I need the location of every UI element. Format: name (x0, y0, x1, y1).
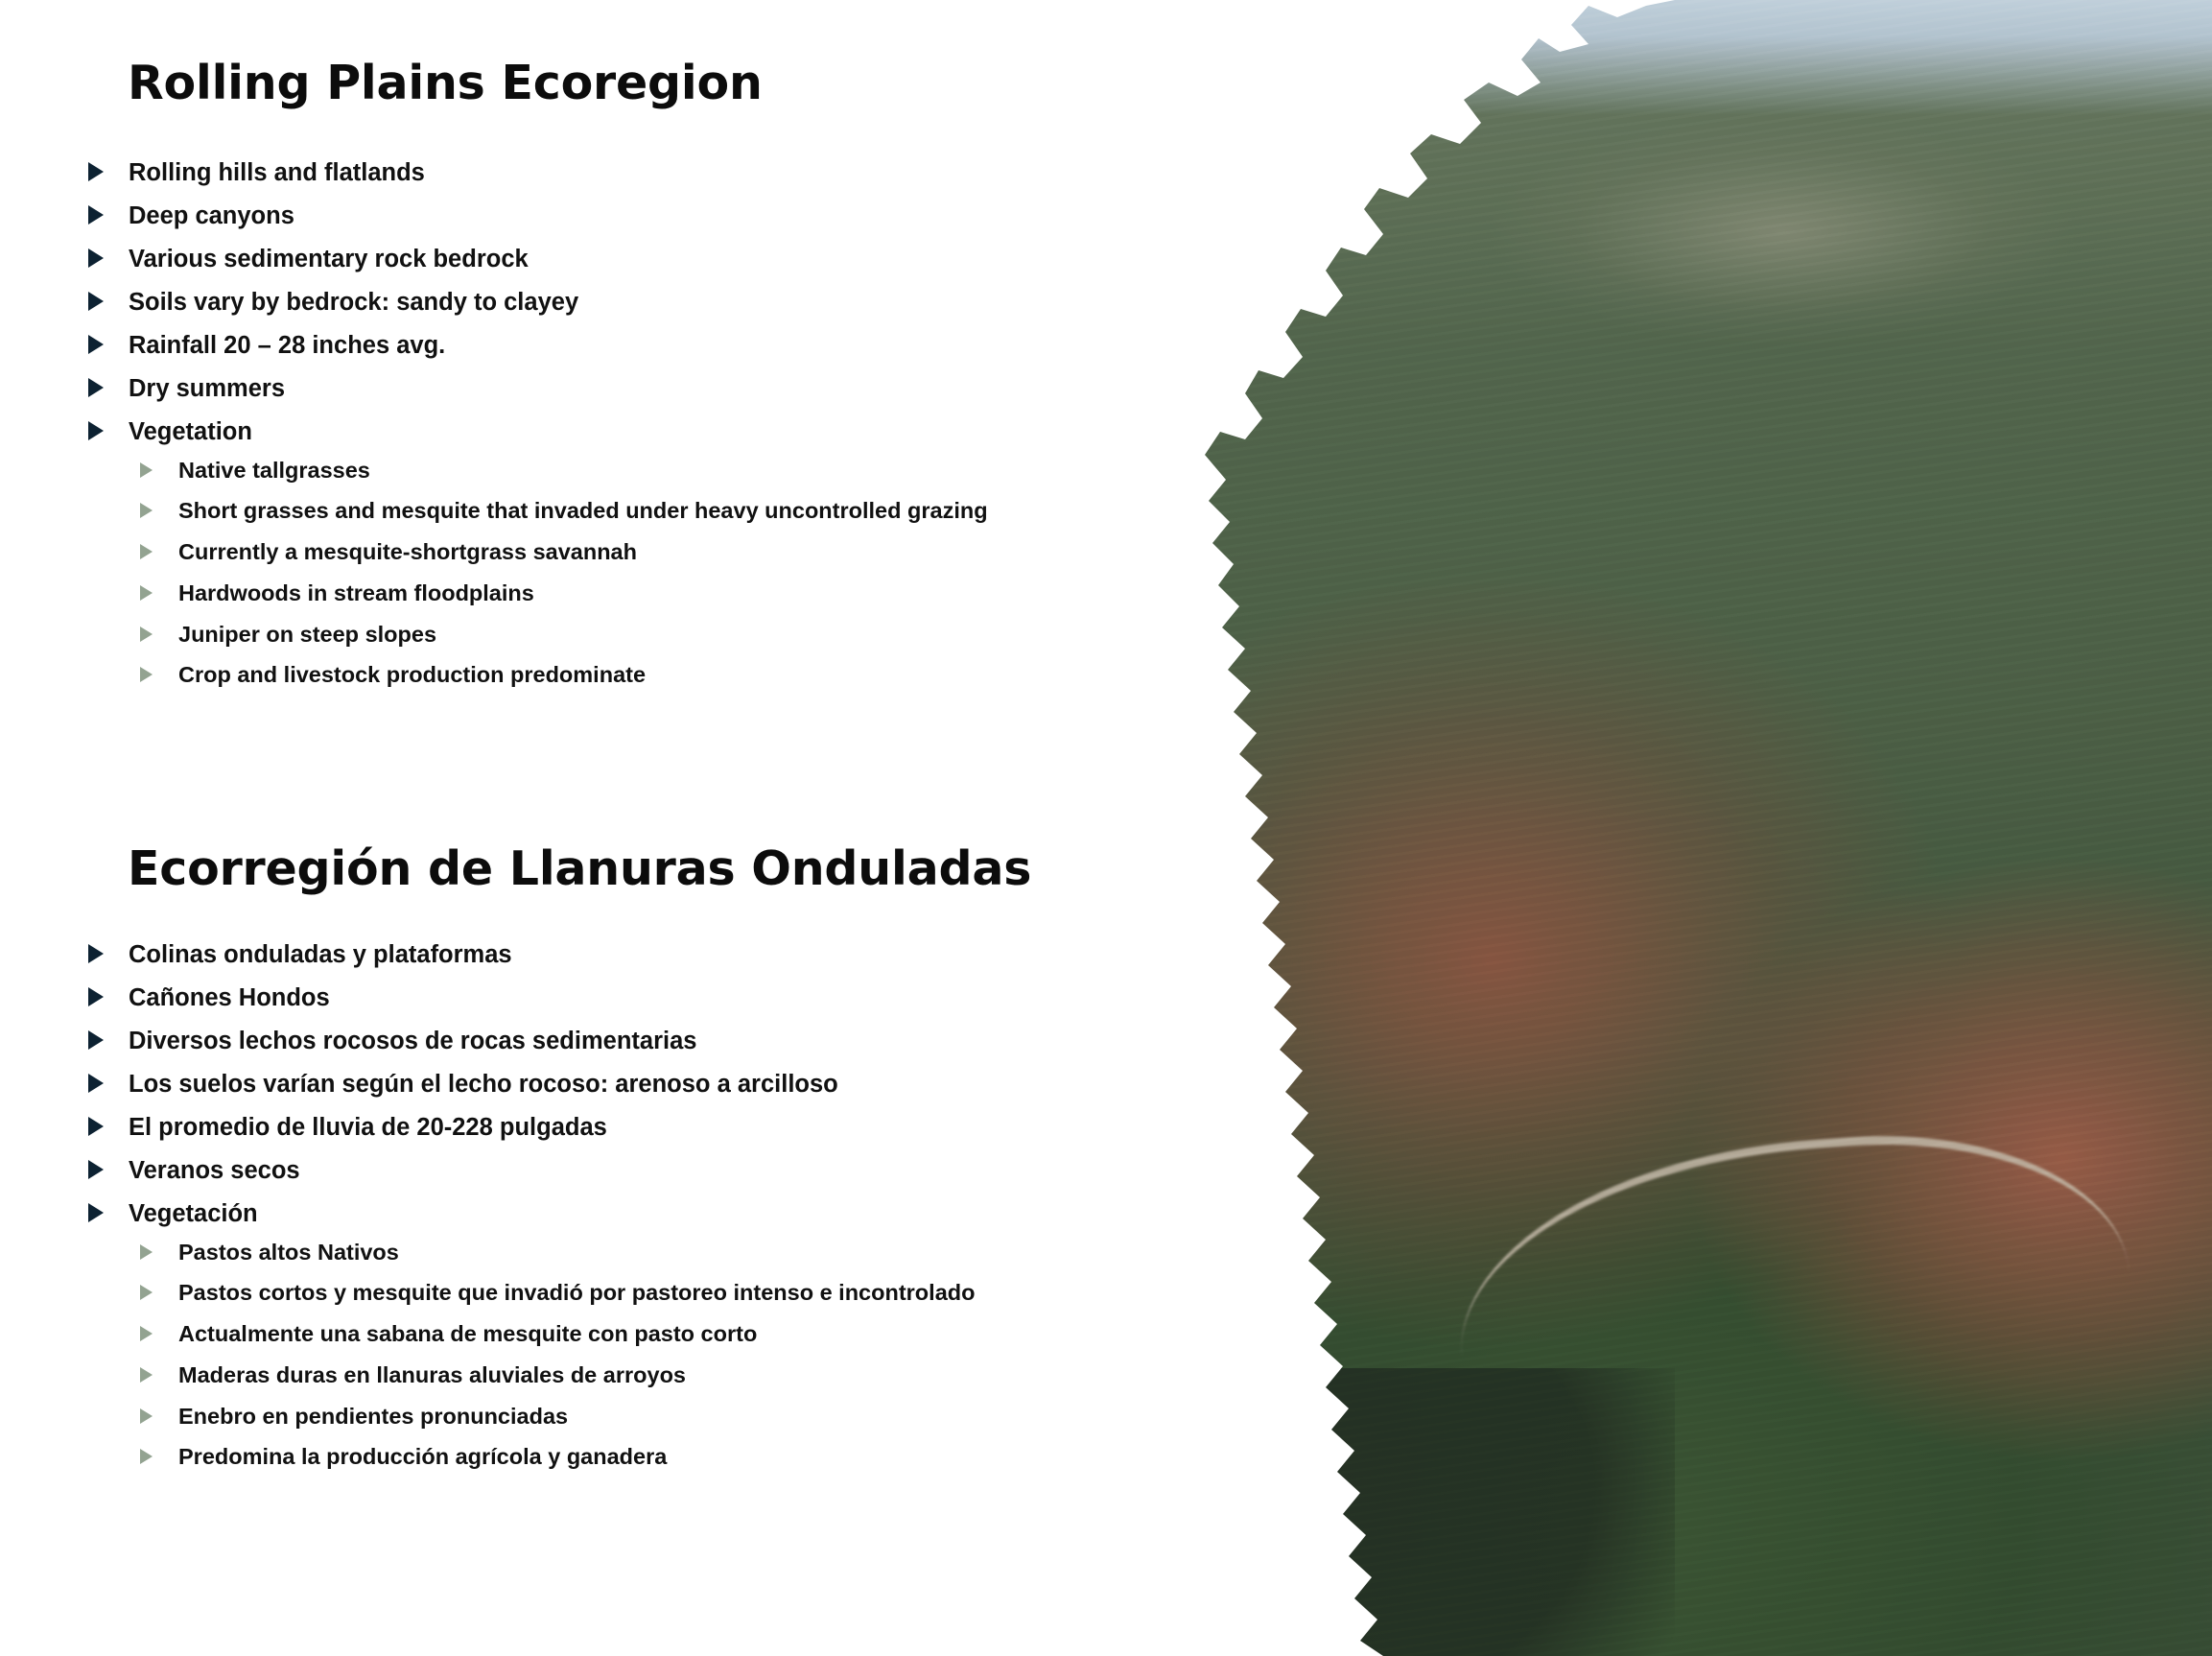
list-item-label: Rolling hills and flatlands (129, 159, 425, 186)
list-item-label: Various sedimentary rock bedrock (129, 246, 529, 273)
list-item (82, 245, 1051, 273)
sub-list-item-label: Native tallgrasses (178, 457, 370, 483)
sub-list-item-label: Pastos altos Nativos (178, 1239, 399, 1265)
sub-list-item-label: Juniper on steep slopes (178, 621, 437, 647)
triangle-subbullet-icon (140, 1326, 153, 1341)
sub-list-item (132, 580, 1051, 606)
sub-list-item-label: Short grasses and mesquite that invaded under heavy uncontrolled grazing (178, 498, 988, 524)
sub-list-item-label: Pastos cortos y mesquite que invadió por pastoreo intenso e incontrolado (178, 1280, 976, 1306)
sub-list-item-label: Predomina la producción agrícola y ganadera (178, 1444, 668, 1470)
list-item (82, 331, 1051, 360)
sub-list-item (132, 1404, 1099, 1430)
triangle-bullet-icon (88, 162, 104, 181)
page-title-english: Rolling Plains Ecoregion (128, 56, 763, 110)
list-item (82, 158, 1051, 187)
sub-list-item-label: Enebro en pendientes pronunciadas (178, 1403, 569, 1429)
triangle-bullet-icon (88, 1203, 104, 1222)
sublist-wrapper (132, 458, 1051, 689)
bullet-list-spanish (82, 940, 1099, 1485)
list-item-label: El promedio de lluvia de 20-228 pulgadas (129, 1114, 607, 1142)
sub-list-item (132, 1240, 1099, 1266)
triangle-subbullet-icon (140, 1449, 153, 1464)
foreground-shadow-shape (1138, 1368, 1675, 1656)
sub-list-item (132, 662, 1051, 688)
list-item (82, 940, 1099, 969)
sub-bullet-list-spanish (132, 1240, 1099, 1471)
sub-bullet-list-english (132, 458, 1051, 689)
canyon-landscape-photo (1138, 0, 2212, 1656)
sub-list-item (132, 1444, 1099, 1470)
sub-list-item-label: Maderas duras en llanuras aluviales de arroyos (178, 1361, 686, 1387)
canyon-photo-pane (1138, 0, 2212, 1656)
triangle-subbullet-icon (140, 1285, 153, 1300)
triangle-subbullet-icon (140, 627, 153, 642)
list-item-label: Diversos lechos rocosos de rocas sedimentarias (129, 1028, 697, 1055)
list-item (82, 983, 1099, 1012)
list-item (82, 288, 1051, 317)
list-item-label: Colinas onduladas y plataformas (129, 941, 512, 968)
triangle-subbullet-icon (140, 1367, 153, 1383)
sub-list-item-label: Crop and livestock production predominate (178, 662, 647, 688)
sub-list-item (132, 458, 1051, 484)
triangle-bullet-icon (88, 378, 104, 397)
dirt-road-shape (1448, 1119, 2131, 1356)
bullet-list-english (82, 158, 1051, 703)
triangle-bullet-icon (88, 292, 104, 311)
list-item-label: Deep canyons (129, 202, 294, 230)
sublist-wrapper (132, 1240, 1099, 1471)
triangle-subbullet-icon (140, 1244, 153, 1260)
list-item (82, 1199, 1099, 1470)
list-item (82, 1027, 1099, 1055)
sub-list-item (132, 539, 1051, 565)
list-item-label: Los suelos varían según el lecho rocoso: arenoso a arcilloso (129, 1071, 838, 1099)
triangle-bullet-icon (88, 1074, 104, 1093)
list-item (82, 1156, 1099, 1185)
sub-list-item (132, 498, 1051, 524)
list-item-label: Veranos secos (129, 1157, 300, 1185)
sub-list-item (132, 1280, 1099, 1306)
triangle-subbullet-icon (140, 503, 153, 518)
triangle-bullet-icon (88, 1030, 104, 1050)
triangle-subbullet-icon (140, 585, 153, 601)
sub-list-item (132, 622, 1051, 648)
list-item (82, 1070, 1099, 1099)
sub-list-item-label: Hardwoods in stream floodplains (178, 580, 534, 605)
list-item (82, 1113, 1099, 1142)
triangle-bullet-icon (88, 205, 104, 225)
triangle-bullet-icon (88, 944, 104, 963)
page-title-spanish: Ecorregión de Llanuras Onduladas (128, 841, 1032, 896)
sub-list-item (132, 1321, 1099, 1347)
triangle-bullet-icon (88, 248, 104, 268)
list-item-label: Soils vary by bedrock: sandy to clayey (129, 289, 579, 317)
triangle-subbullet-icon (140, 667, 153, 682)
triangle-bullet-icon (88, 1160, 104, 1179)
triangle-bullet-icon (88, 421, 104, 440)
list-item (82, 417, 1051, 688)
triangle-subbullet-icon (140, 544, 153, 559)
triangle-subbullet-icon (140, 1408, 153, 1424)
list-item-label: Vegetación (129, 1200, 258, 1228)
list-item-label: Vegetation (129, 418, 252, 446)
list-item-label: Rainfall 20 – 28 inches avg. (129, 332, 446, 360)
triangle-bullet-icon (88, 335, 104, 354)
list-item-label: Cañones Hondos (129, 984, 330, 1012)
triangle-bullet-icon (88, 1117, 104, 1136)
sub-list-item-label: Currently a mesquite-shortgrass savannah (178, 539, 637, 565)
sub-list-item (132, 1362, 1099, 1388)
list-item (82, 201, 1051, 230)
sub-list-item-label: Actualmente una sabana de mesquite con pasto corto (178, 1321, 758, 1347)
triangle-bullet-icon (88, 987, 104, 1006)
list-item-label: Dry summers (129, 375, 285, 403)
triangle-subbullet-icon (140, 462, 153, 478)
list-item (82, 374, 1051, 403)
